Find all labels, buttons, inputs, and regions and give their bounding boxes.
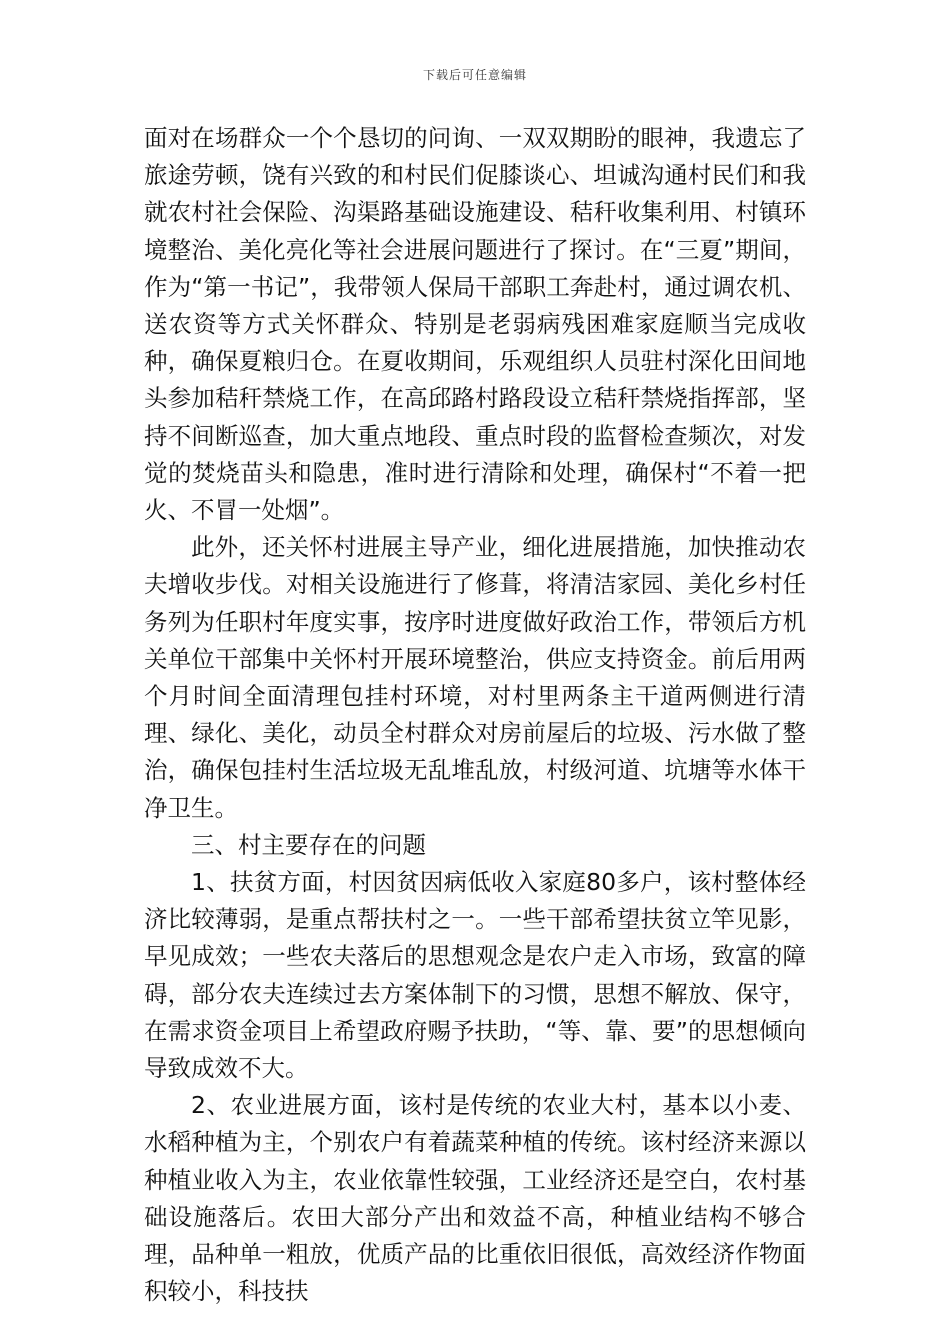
paragraph: 2、农业进展方面，该村是传统的农业大村，基本以小麦、水稻种植为主，个别农户有着蔬菜种植的传统。该村经济来源以种植业收入为主，农业依靠性较强，工业经济还是空白，农村基础设施落后。农田大部分产出和效益不高，种植业结构不够合理，品种单一粗放，优质产品的比重依旧很低，高效经济作物面积较小，科技扶 [144, 1091, 806, 1306]
paragraph: 面对在场群众一个个恳切的问询、一双双期盼的眼神，我遗忘了旅途劳顿，饶有兴致的和村民们促膝谈心、坦诚沟通村民们和我就农村社会保险、沟渠路基础设施建设、秸秆收集利用、村镇环境整治、美化亮化等社会进展问题进行了探讨。在“三夏”期间，作为“第一书记”，我带领人保局干部职工奔赴村，通过调农机、送农资等方式关怀群众、特别是老弱病残困难家庭顺当完成收种，确保夏粮归仓。在夏收期间，乐观组织人员驻村深化田间地头参加秸秆禁烧工作，在高邱路村路段设立秸秆禁烧指挥部，坚持不间断巡查，加大重点地段、重点时段的监督检查频次，对发觉的焚烧苗头和隐患，准时进行清除和处理，确保村“不着一把火、不冒一处烟”。 [144, 124, 806, 525]
paragraph: 1、扶贫方面，村因贫因病低收入家庭80多户，该村整体经济比较薄弱，是重点帮扶村之一。一些干部希望扶贫立竿见影，早见成效；一些农夫落后的思想观念是农户走入市场，致富的障碍，部分农夫连续过去方案体制下的习惯，思想不解放、保守，在需求资金项目上希望政府赐予扶助，“等、靠、要”的思想倾向导致成效不大。 [144, 868, 806, 1083]
page-header: 下载后可任意编辑 [422, 68, 527, 82]
section-heading: 三、村主要存在的问题 [191, 830, 426, 859]
paragraph: 此外，还关怀村进展主导产业，细化进展措施，加快推动农夫增收步伐。对相关设施进行了修葺，将清洁家园、美化乡村任务列为任职村年度实事，按序时进度做好政治工作，带领后方机关单位干部集中关怀村开展环境整治，供应支持资金。前后用两个月时间全面清理包挂村环境，对村里两条主干道两侧进行清理、绿化、美化，动员全村群众对房前屋后的垃圾、污水做了整治，确保包挂村生活垃圾无乱堆乱放，村级河道、坑塘等水体干净卫生。 [144, 533, 806, 822]
document-body [144, 120, 806, 1311]
